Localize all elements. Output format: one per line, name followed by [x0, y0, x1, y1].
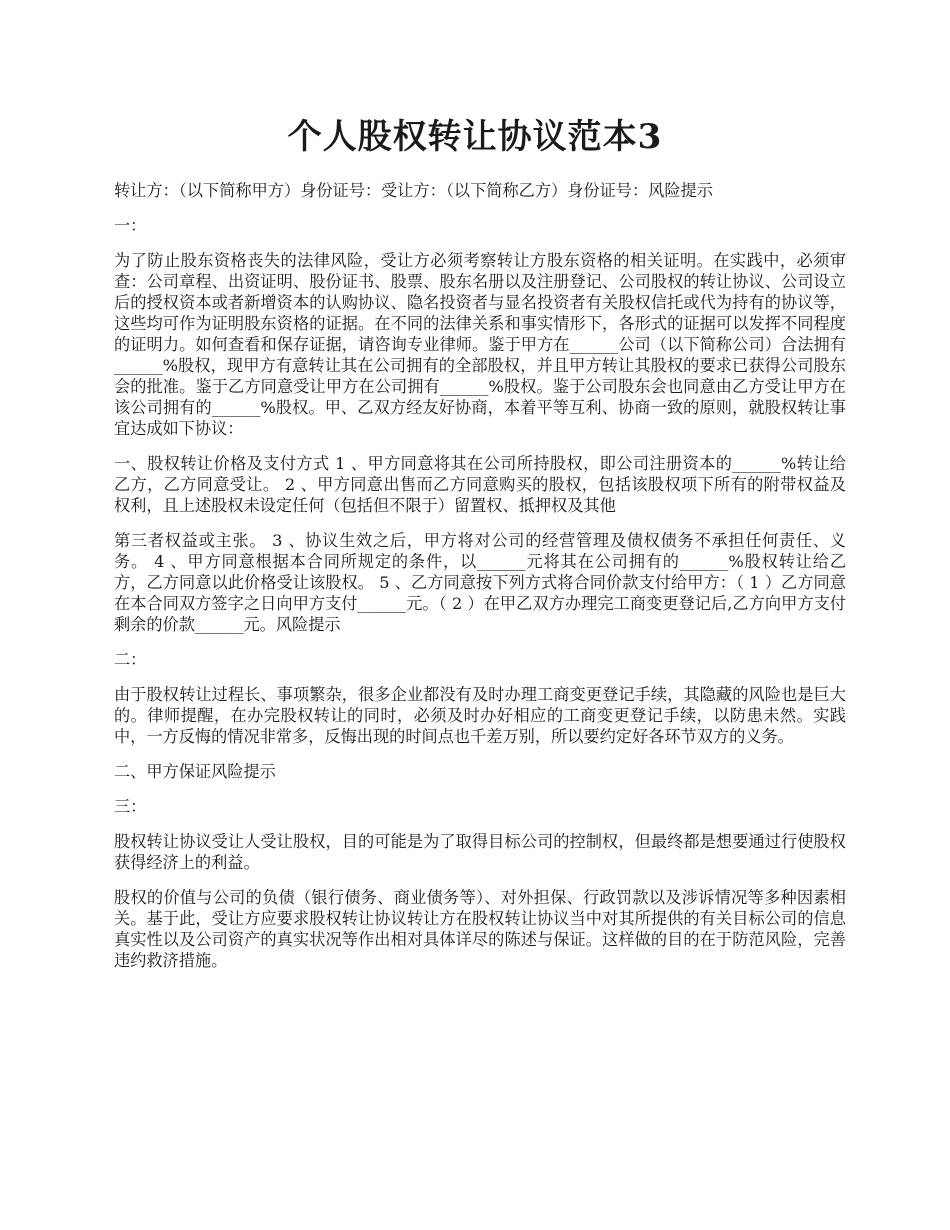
paragraph-registration-risk: 由于股权转让过程长、事项繁杂，很多企业都没有及时办理工商变更登记手续，其隐藏的风险也是巨大的。律师提醒，在办完股权转让的同时，必须及时办好相应的工商变更登记手续，以防患未然。实践中，一方反悔的情况非常多，反悔出现的时间点也千差万别，所以要约定好各环节双方的义务。 — [114, 685, 846, 746]
paragraph-price-and-payment: 一、股权转让价格及支付方式 1 、甲方同意将其在公司所持股权，即公司注册资本的______%转让给乙方，乙方同意受让。 2 、甲方同意出售而乙方同意购买的股权，包括该股权项下所有的附带权益及权利，且上述股权未设定任何（包括但不限于）留置权、抵押权及其他 — [114, 454, 846, 515]
paragraph-third-party-rights: 第三者权益或主张。 3 、协议生效之后，甲方将对公司的经营管理及债权债务不承担任何责任、义务。 4 、甲方同意根据本合同所规定的条件，以______元将其在公司拥有的______%股权转让给乙方，乙方同意以此价格受让该股权。 5 、乙方同意按下列方式将合同价款支付给甲方：（ 1 ）乙方同意在本合同双方签字之日向甲方支付______元。（ 2 ）在甲乙双方办理完工商变更登记后,乙方向甲方支付剩余的价款______元。风险提示 — [114, 531, 846, 634]
section-heading-warranty: 二、甲方保证风险提示 — [114, 762, 276, 781]
risk-heading-1: 一： — [114, 216, 147, 235]
paragraph-equity-value: 股权的价值与公司的负债（银行债务、商业债务等）、对外担保、行政罚款以及涉诉情况等多种因素相关。基于此，受让方应要求股权转让协议转让方在股权转让协议当中对其所提供的有关目标公司的信息真实性以及公司资产的真实状况等作出相对具体详尽的陈述与保证。这样做的目的在于防范风险，完善违约救济措施。 — [114, 888, 846, 970]
paragraph-shareholder-qualification: 为了防止股东资格丧失的法律风险，受让方必须考察转让方股东资格的相关证明。在实践中，必须审查：公司章程、出资证明、股份证书、股票、股东名册以及注册登记、公司股权的转让协议、公司设立后的授权资本或者新增资本的认购协议、隐名投资者与显名投资者有关股权信托或代为持有的协议等，这些均可作为证明股东资格的证据。在不同的法律关系和事实情形下，各形式的证据可以发挥不同程度的证明力。如何查看和保存证据，请咨询专业律师。鉴于甲方在______公司（以下简称公司）合法拥有______%股权，现甲方有意转让其在公司拥有的全部股权，并且甲方转让其股权的要求已获得公司股东会的批准。鉴于乙方同意受让甲方在公司拥有______%股权。鉴于公司股东会也同意由乙方受让甲方在该公司拥有的______%股权。甲、乙双方经友好协商，本着平等互利、协商一致的原则，就股权转让事宜达成如下协议： — [114, 251, 846, 438]
risk-heading-3: 三： — [114, 797, 147, 816]
document-body — [114, 180, 846, 985]
risk-heading-2: 二： — [114, 650, 147, 669]
document-title: 个人股权转让协议范本3 — [287, 117, 663, 157]
parties-line: 转让方：（以下简称甲方）身份证号：受让方：（以下简称乙方）身份证号：风险提示 — [114, 181, 713, 200]
paragraph-transferee-purpose: 股权转让协议受让人受让股权，目的可能是为了取得目标公司的控制权，但最终都是想要通过行使股权获得经济上的利益。 — [114, 832, 846, 872]
